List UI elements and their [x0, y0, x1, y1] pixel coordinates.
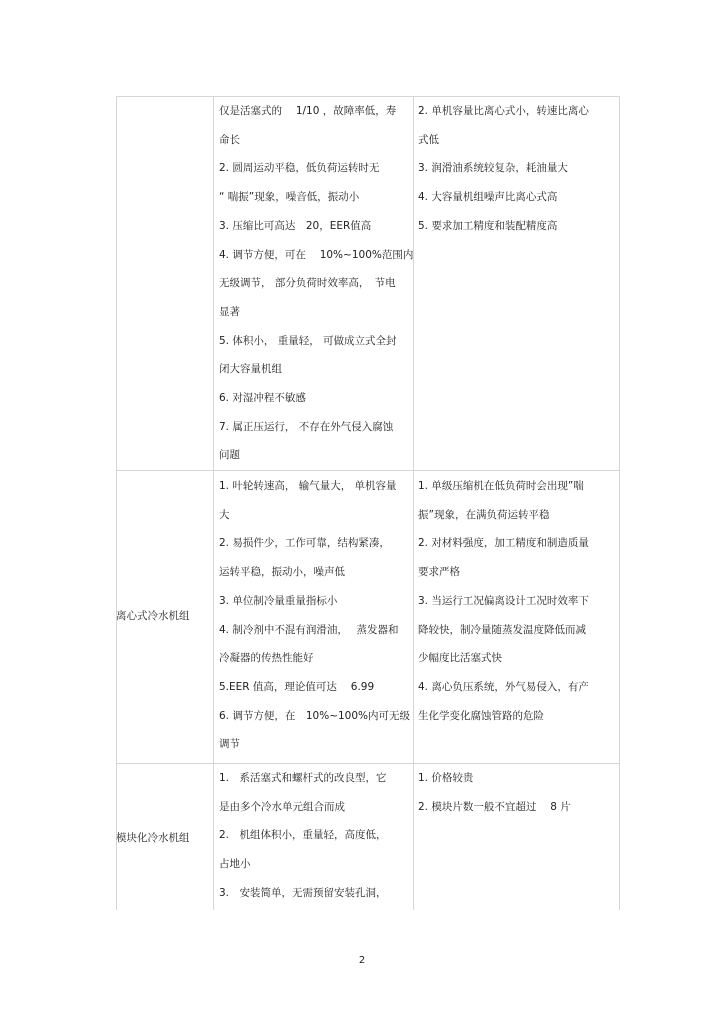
advantage-line: 5. 体积小， 重量轻， 可做成立式全封: [219, 335, 397, 347]
advantage-line: 6. 调节方便，在 10%~100%内可无级: [219, 710, 411, 722]
advantage-line: 大: [219, 509, 230, 521]
advantage-line: 运转平稳，振动小，噪声低: [219, 566, 345, 578]
column-divider-2: [413, 96, 414, 910]
advantage-line: 是由多个冷水单元组合而成: [219, 801, 345, 813]
disadvantage-line: 式低: [418, 134, 439, 146]
advantage-line: 调节: [219, 738, 240, 750]
advantage-line: 4. 制冷剂中不混有润滑油， 蒸发器和: [219, 624, 399, 636]
disadvantage-line: 要求严格: [418, 566, 460, 578]
disadvantage-line: 少幅度比活塞式快: [418, 652, 502, 664]
advantage-line: 3. 压缩比可高达 20，EER值高: [219, 220, 372, 232]
advantage-line: 7. 属正压运行， 不存在外气侵入腐蚀: [219, 421, 394, 433]
advantage-line: 显著: [219, 306, 240, 318]
disadvantage-line: 降较快，制冷量随蒸发温度降低而减: [418, 624, 586, 636]
disadvantage-line: 生化学变化腐蚀管路的危险: [418, 710, 544, 722]
row-divider-2: [116, 763, 620, 764]
disadvantage-line: 4. 大容量机组噪声比离心式高: [418, 191, 558, 203]
disadvantage-line: 4. 离心负压系统，外气易侵入，有产: [418, 681, 589, 693]
advantage-line: 问题: [219, 449, 240, 461]
page-number: 2: [358, 955, 366, 966]
disadvantage-line: 2. 对材料强度，加工精度和制造质量: [418, 537, 589, 549]
advantage-line: 6. 对湿冲程不敏感: [219, 392, 306, 404]
disadvantage-line: 2. 单机容量比离心式小，转速比离心: [418, 105, 589, 117]
advantage-line: 3. 单位制冷量重量指标小: [219, 595, 338, 607]
advantage-line: 无级调节， 部分负荷时效率高， 节电: [219, 277, 396, 289]
column-divider-1: [213, 96, 214, 910]
row-label: 模块化冷水机组: [116, 832, 190, 844]
advantage-line: 占地小: [219, 858, 251, 870]
advantage-line: 3. 安装简单，无需预留安装孔洞，: [219, 887, 387, 899]
disadvantage-line: 5. 要求加工精度和装配精度高: [418, 220, 558, 232]
advantage-line: 2. 机组体积小，重量轻，高度低，: [219, 829, 387, 841]
row-divider-1: [116, 470, 620, 471]
advantage-line: 冷凝器的传热性能好: [219, 652, 314, 664]
disadvantage-line: 3. 润滑油系统较复杂，耗油量大: [418, 162, 568, 174]
row-label: 离心式冷水机组: [116, 610, 190, 622]
advantage-line: 4. 调节方便，可在 10%~100%范围内: [219, 249, 414, 261]
advantage-line: 2. 易损件少，工作可靠，结构紧凑，: [219, 537, 390, 549]
advantage-line: “ 喘振”现象，噪音低，振动小: [219, 191, 360, 203]
disadvantage-line: 振”现象，在满负荷运转平稳: [418, 509, 550, 521]
table-border-left: [116, 96, 117, 910]
disadvantage-line: 2. 模块片数一般不宜超过 8 片: [418, 801, 571, 813]
advantage-line: 1. 系活塞式和螺杆式的改良型，它: [219, 772, 387, 784]
disadvantage-line: 3. 当运行工况偏离设计工况时效率下: [418, 595, 589, 607]
advantage-line: 命长: [219, 134, 240, 146]
advantage-line: 闭大容量机组: [219, 363, 282, 375]
advantage-line: 2. 圆周运动平稳，低负荷运转时无: [219, 162, 380, 174]
advantage-line: 仅是活塞式的 1/10 ，故障率低，寿: [219, 105, 397, 117]
disadvantage-line: 1. 单级压缩机在低负荷时会出现”喘: [418, 480, 584, 492]
advantage-line: 5.EER 值高，理论值可达 6.99: [219, 681, 375, 693]
disadvantage-line: 1. 价格较贵: [418, 772, 474, 784]
advantage-line: 1. 叶轮转速高， 输气量大， 单机容量: [219, 480, 397, 492]
table-border-right: [619, 96, 620, 910]
table-border-top: [116, 96, 620, 97]
